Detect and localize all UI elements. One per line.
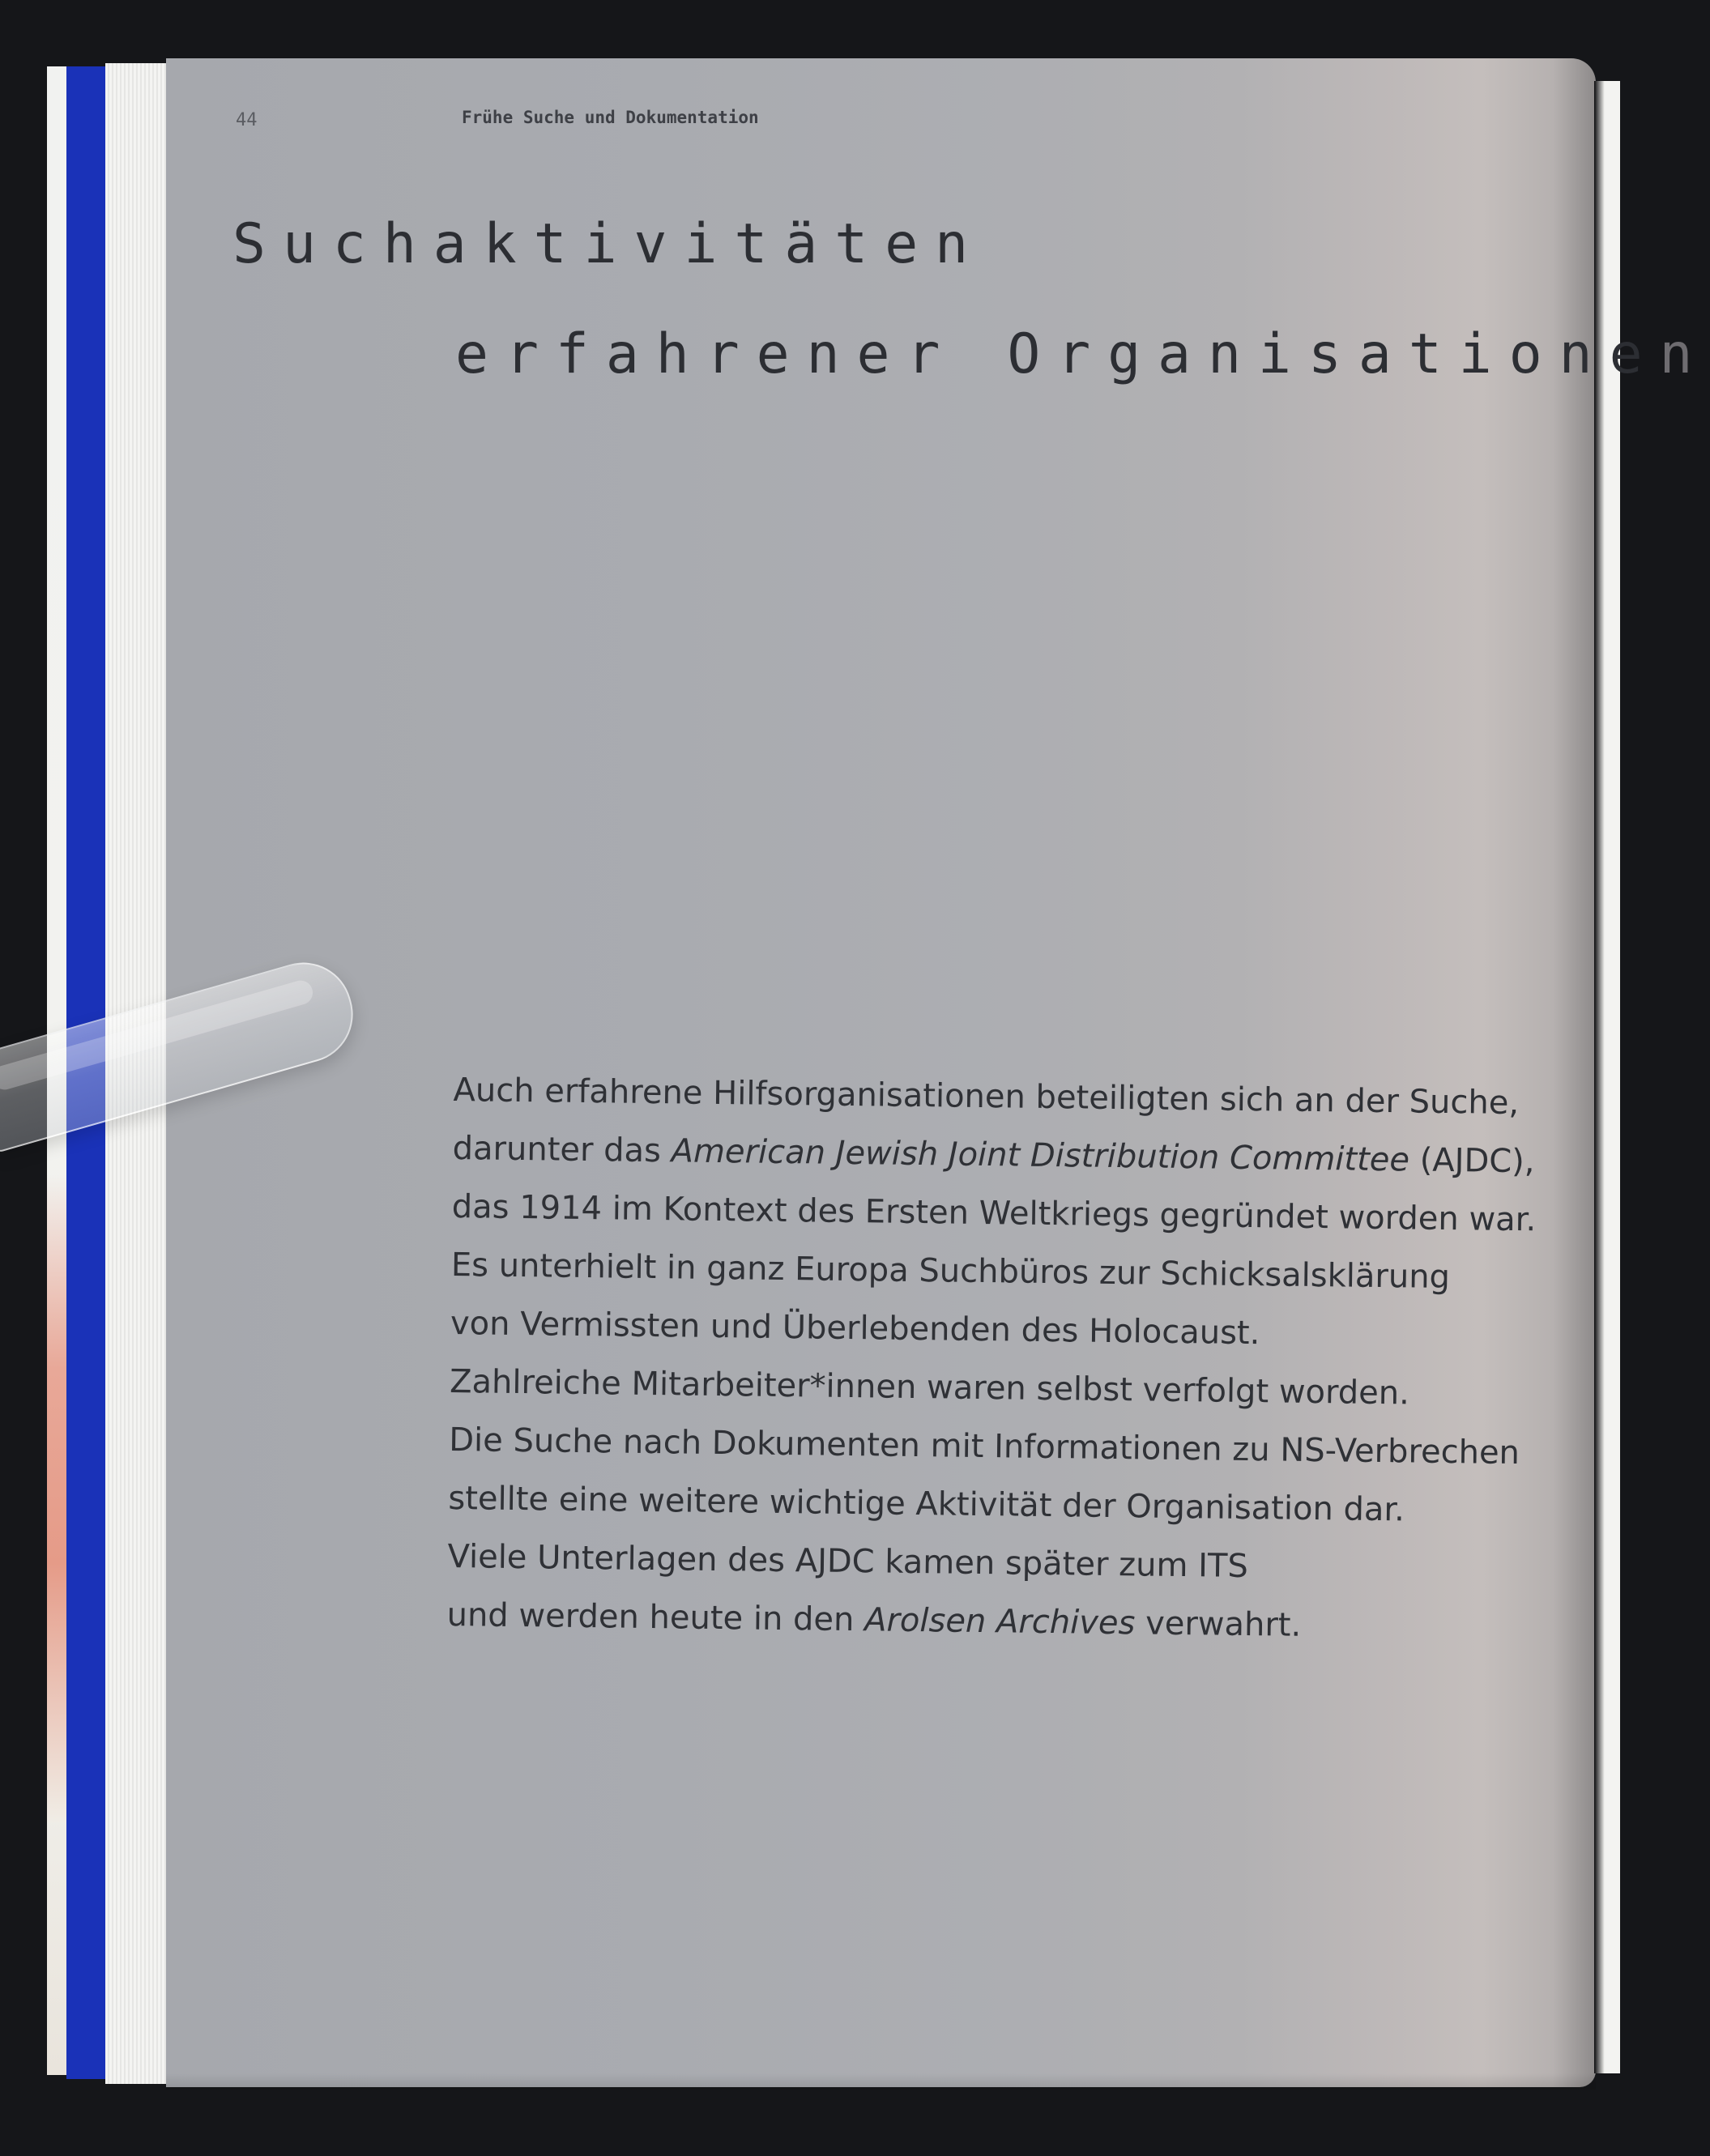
body-line: stellte eine weitere wichtige Aktivität der Organisation dar.	[448, 1479, 1405, 1529]
body-text-span: darunter das	[452, 1129, 672, 1170]
body-line: von Vermissten und Überlebenden des Holocaust.	[450, 1304, 1260, 1353]
title-line-1: Suchaktivitäten	[232, 212, 986, 276]
title-line-2-last: n	[1659, 322, 1710, 386]
archive-name: Arolsen Archives	[864, 1601, 1136, 1643]
body-line: Viele Unterlagen des AJDC kamen später zum ITS	[447, 1537, 1249, 1586]
title-line-2-main: erfahrener Organisatione	[455, 322, 1660, 386]
body-text-span: verwahrt.	[1135, 1604, 1302, 1644]
title-line-2	[455, 322, 1710, 386]
body-paragraph	[446, 1061, 1588, 1658]
page-number: 44	[236, 110, 258, 130]
running-head: Frühe Suche und Dokumentation	[462, 108, 759, 127]
body-text-span: und werden heute in den	[446, 1596, 865, 1639]
body-text-span: (AJDC),	[1409, 1141, 1535, 1181]
page-bottom-shadow	[166, 2073, 1596, 2090]
body-line: das 1914 im Kontext des Ersten Weltkriegs gegründet worden war.	[451, 1187, 1537, 1239]
body-line: Es unterhielt in ganz Europa Suchbüros zur Schicksalsklärung	[450, 1246, 1451, 1297]
organization-name: American Jewish Joint Distribution Committee	[671, 1132, 1410, 1179]
body-line: Die Suche nach Dokumenten mit Informationen zu NS-Verbrechen	[449, 1421, 1520, 1472]
body-line: Zahlreiche Mitarbeiter*innen waren selbst verfolgt worden.	[449, 1362, 1410, 1412]
page-edge-tint	[47, 1174, 66, 1822]
body-line: Auch erfahrene Hilfsorganisationen beteiligten sich an der Suche,	[453, 1071, 1520, 1123]
